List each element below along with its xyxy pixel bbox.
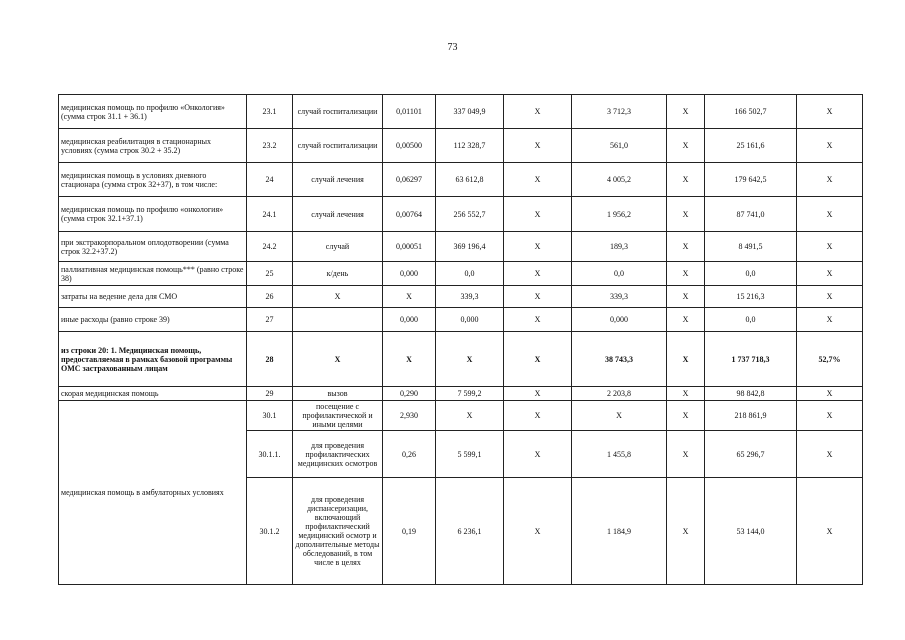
cell-c1: 0,00051: [383, 232, 436, 262]
row-code: 28: [247, 332, 293, 387]
cell-c5: X: [667, 262, 705, 286]
cell-c6: 25 161,6: [705, 129, 797, 163]
cell-c6: 0,0: [705, 262, 797, 286]
table-row: [59, 308, 863, 332]
row-name: медицинская помощь в амбулаторных условиях: [59, 401, 247, 585]
table-row: [59, 95, 863, 129]
cell-c5: X: [667, 129, 705, 163]
cell-c3: X: [504, 308, 572, 332]
table-row: [59, 286, 863, 308]
cell-c7: X: [797, 431, 863, 478]
cell-c1: 0,00500: [383, 129, 436, 163]
cell-c3: X: [504, 129, 572, 163]
cell-c5: X: [667, 308, 705, 332]
row-unit: X: [293, 286, 383, 308]
cell-c7: X: [797, 95, 863, 129]
cell-c2: 5 599,1: [436, 431, 504, 478]
cell-c2: 256 552,7: [436, 197, 504, 232]
cell-c1: X: [383, 286, 436, 308]
cell-c6: 179 642,5: [705, 163, 797, 197]
cell-c2: X: [436, 332, 504, 387]
cell-c6: 8 491,5: [705, 232, 797, 262]
cell-c1: 0,290: [383, 387, 436, 401]
cell-c4: 189,3: [572, 232, 667, 262]
cell-c1: 0,000: [383, 262, 436, 286]
cell-c2: 337 049,9: [436, 95, 504, 129]
row-name: иные расходы (равно строке 39): [59, 308, 247, 332]
cell-c6: 166 502,7: [705, 95, 797, 129]
cell-c3: X: [504, 478, 572, 585]
table-row: [59, 163, 863, 197]
row-name: медицинская реабилитация в стационарных условиях (сумма строк 30.2 + 35.2): [59, 129, 247, 163]
cell-c1: 0,000: [383, 308, 436, 332]
cell-c4: 1 956,2: [572, 197, 667, 232]
cell-c4: 0,000: [572, 308, 667, 332]
cell-c1: 2,930: [383, 401, 436, 431]
row-name: медицинская помощь в условиях дневного стационара (сумма строк 32+37), в том числе:: [59, 163, 247, 197]
row-unit: случай госпитализации: [293, 129, 383, 163]
cell-c5: X: [667, 332, 705, 387]
row-code: 24.2: [247, 232, 293, 262]
row-unit: посещение с профилактической и иными целями: [293, 401, 383, 431]
row-code: 30.1.1.: [247, 431, 293, 478]
table-row: [59, 232, 863, 262]
cell-c7: X: [797, 286, 863, 308]
cell-c7: X: [797, 197, 863, 232]
cell-c5: X: [667, 232, 705, 262]
cell-c2: 369 196,4: [436, 232, 504, 262]
row-unit: случай лечения: [293, 197, 383, 232]
table-row: [59, 387, 863, 401]
row-unit: случай: [293, 232, 383, 262]
cell-c1: 0,06297: [383, 163, 436, 197]
cell-c3: X: [504, 197, 572, 232]
table-row: [59, 129, 863, 163]
cell-c4: 3 712,3: [572, 95, 667, 129]
cell-c3: X: [504, 163, 572, 197]
cell-c7: X: [797, 478, 863, 585]
cell-c1: X: [383, 332, 436, 387]
cell-c7: X: [797, 308, 863, 332]
row-unit: случай лечения: [293, 163, 383, 197]
table-row: [59, 197, 863, 232]
cell-c6: 1 737 718,3: [705, 332, 797, 387]
row-name: затраты на ведение дела для СМО: [59, 286, 247, 308]
cell-c3: X: [504, 387, 572, 401]
cell-c4: 2 203,8: [572, 387, 667, 401]
cell-c7: X: [797, 262, 863, 286]
row-unit: вызов: [293, 387, 383, 401]
cell-c2: 6 236,1: [436, 478, 504, 585]
cell-c1: 0,00764: [383, 197, 436, 232]
cell-c2: 112 328,7: [436, 129, 504, 163]
cell-c5: X: [667, 163, 705, 197]
cell-c7: X: [797, 387, 863, 401]
cell-c3: X: [504, 95, 572, 129]
cell-c4: 1 455,8: [572, 431, 667, 478]
cell-c2: 0,0: [436, 262, 504, 286]
table-row: [59, 401, 863, 431]
cell-c6: 53 144,0: [705, 478, 797, 585]
row-unit: X: [293, 332, 383, 387]
row-name: при экстракорпоральном оплодотворении (сумма строк 32.2+37.2): [59, 232, 247, 262]
cell-c7: X: [797, 401, 863, 431]
cell-c5: X: [667, 197, 705, 232]
cell-c3: X: [504, 431, 572, 478]
cell-c2: 0,000: [436, 308, 504, 332]
cell-c4: 561,0: [572, 129, 667, 163]
cell-c7: X: [797, 129, 863, 163]
row-code: 25: [247, 262, 293, 286]
cell-c1: 0,19: [383, 478, 436, 585]
cell-c6: 87 741,0: [705, 197, 797, 232]
row-code: 29: [247, 387, 293, 401]
cell-c2: 339,3: [436, 286, 504, 308]
cell-c2: 7 599,2: [436, 387, 504, 401]
cell-c5: X: [667, 478, 705, 585]
row-name: медицинская помощь по профилю «Онкология» (сумма строк 31.1 + 36.1): [59, 95, 247, 129]
page-number: 73: [447, 42, 458, 53]
cell-c6: 65 296,7: [705, 431, 797, 478]
cell-c4: 339,3: [572, 286, 667, 308]
cell-c7: X: [797, 232, 863, 262]
cell-c3: X: [504, 286, 572, 308]
cell-c1: 0,26: [383, 431, 436, 478]
row-unit: к/день: [293, 262, 383, 286]
row-code: 23.2: [247, 129, 293, 163]
row-unit: случай госпитализации: [293, 95, 383, 129]
table-row: [59, 262, 863, 286]
cell-c3: X: [504, 232, 572, 262]
cell-c6: 0,0: [705, 308, 797, 332]
cell-c6: 98 842,8: [705, 387, 797, 401]
cell-c5: X: [667, 431, 705, 478]
cell-c4: 4 005,2: [572, 163, 667, 197]
cell-c7: 52,7%: [797, 332, 863, 387]
row-code: 26: [247, 286, 293, 308]
row-name: медицинская помощь по профилю «онкология» (сумма строк 32.1+37.1): [59, 197, 247, 232]
row-unit: [293, 308, 383, 332]
cell-c3: X: [504, 262, 572, 286]
cell-c4: 0,0: [572, 262, 667, 286]
cell-c5: X: [667, 401, 705, 431]
table-row: [59, 332, 863, 387]
cell-c7: X: [797, 163, 863, 197]
row-code: 24: [247, 163, 293, 197]
cell-c2: X: [436, 401, 504, 431]
row-name: из строки 20: 1. Медицинская помощь, предоставляемая в рамках базовой программы ОМС застрахованным лицам: [59, 332, 247, 387]
cell-c3: X: [504, 401, 572, 431]
row-code: 24.1: [247, 197, 293, 232]
row-name: скорая медицинская помощь: [59, 387, 247, 401]
cell-c4: X: [572, 401, 667, 431]
cell-c6: 218 861,9: [705, 401, 797, 431]
cell-c2: 63 612,8: [436, 163, 504, 197]
cell-c6: 15 216,3: [705, 286, 797, 308]
cell-c1: 0,01101: [383, 95, 436, 129]
row-code: 23.1: [247, 95, 293, 129]
cell-c4: 1 184,9: [572, 478, 667, 585]
cell-c3: X: [504, 332, 572, 387]
cell-c5: X: [667, 95, 705, 129]
row-unit: для проведения диспансеризации, включающий профилактический медицинский осмотр и дополнительные методы обследований, в том числе в целях: [293, 478, 383, 585]
row-code: 30.1.2: [247, 478, 293, 585]
row-name: паллиативная медицинская помощь*** (равно строке 38): [59, 262, 247, 286]
data-table: [58, 94, 863, 585]
cell-c4: 38 743,3: [572, 332, 667, 387]
row-unit: для проведения профилактических медицинских осмотров: [293, 431, 383, 478]
row-code: 30.1: [247, 401, 293, 431]
row-code: 27: [247, 308, 293, 332]
cell-c5: X: [667, 286, 705, 308]
cell-c5: X: [667, 387, 705, 401]
